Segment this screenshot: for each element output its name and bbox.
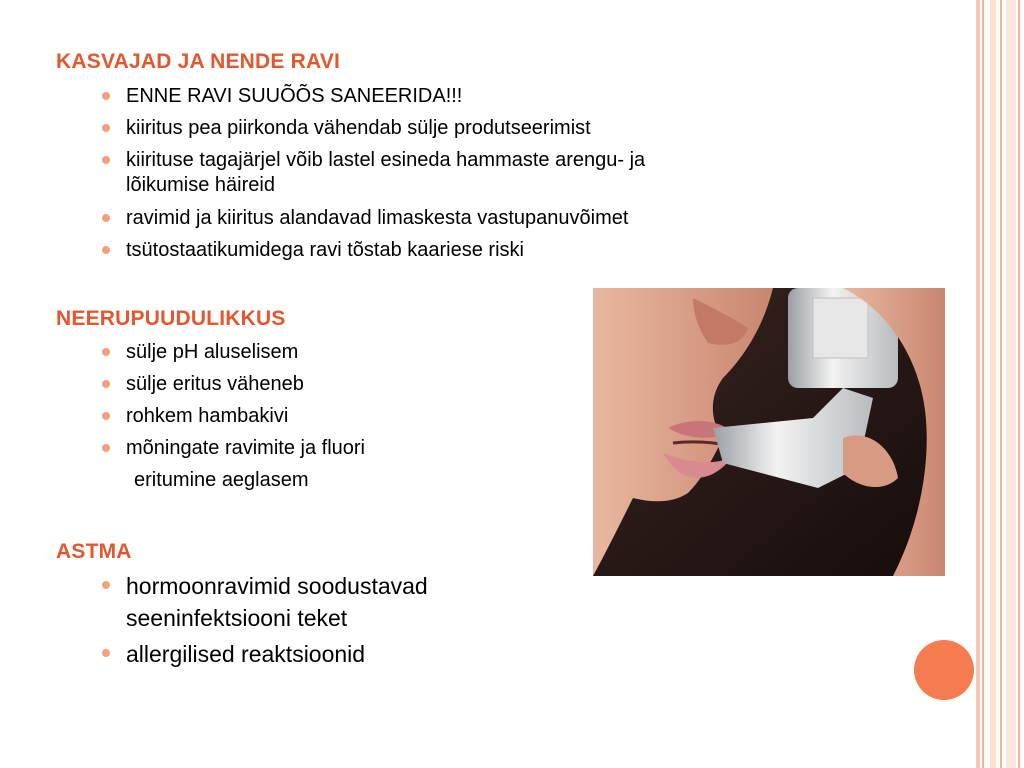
- list-item-text: mõningate ravimite ja fluori: [126, 437, 365, 459]
- list-item-text: tsütostaatikumidega ravi tõstab kaariese riski: [126, 239, 524, 261]
- list-item-text: kiiritus pea piirkonda vähendab sülje produtseerimist: [126, 117, 591, 139]
- list-item-text: allergilised reaktsioonid: [126, 641, 366, 667]
- section-heading-astma: ASTMA: [56, 540, 132, 563]
- bullet-icon: [102, 156, 110, 164]
- bullet-icon: [102, 412, 110, 420]
- decorative-side-stripes: [976, 0, 1024, 768]
- section-heading-kasvajad: KASVAJAD JA NENDE RAVI: [56, 50, 341, 73]
- list-item-text: hormoonravimid soodustavad: [126, 573, 428, 599]
- bullet-icon: [102, 214, 110, 222]
- bullet-icon: [102, 649, 110, 657]
- bullet-icon: [102, 581, 110, 589]
- list-item-text: sülje eritus väheneb: [126, 373, 304, 395]
- list-item-text: ENNE RAVI SUUÕÕS SANEERIDA!!!: [126, 85, 463, 107]
- inhaler-photo: [593, 288, 945, 576]
- bullet-icon: [102, 444, 110, 452]
- list-item-text: sülje pH aluselisem: [126, 341, 299, 363]
- decorative-circle: [914, 640, 974, 700]
- list-item-text: ravimid ja kiiritus alandavad limaskesta vastupanuvõimet: [126, 207, 629, 229]
- bullet-icon: [102, 348, 110, 356]
- bullet-icon: [102, 124, 110, 132]
- list-item-text: rohkem hambakivi: [126, 405, 289, 427]
- list-item: [102, 405, 288, 428]
- section-heading-neerupuudulikkus: NEERUPUUDULIKKUS: [56, 307, 286, 330]
- bullet-icon: [102, 92, 110, 100]
- list-item: [102, 85, 462, 108]
- list-item: [102, 207, 628, 230]
- list-item: [102, 341, 298, 364]
- list-item-continuation: lõikumise häireid: [126, 174, 275, 196]
- list-item: [102, 640, 365, 668]
- list-item: [102, 437, 365, 460]
- list-item-text: kiirituse tagajärjel võib lastel esineda hammaste arengu- ja: [126, 149, 646, 171]
- list-item: [102, 373, 304, 396]
- list-item-continuation: eritumine aeglasem: [134, 469, 309, 491]
- list-item-continuation: seeninfektsiooni teket: [126, 605, 348, 631]
- list-item: [102, 149, 645, 172]
- list-item: [102, 239, 524, 262]
- bullet-icon: [102, 380, 110, 388]
- list-item: [102, 572, 428, 600]
- list-item: [102, 117, 591, 140]
- bullet-icon: [102, 246, 110, 254]
